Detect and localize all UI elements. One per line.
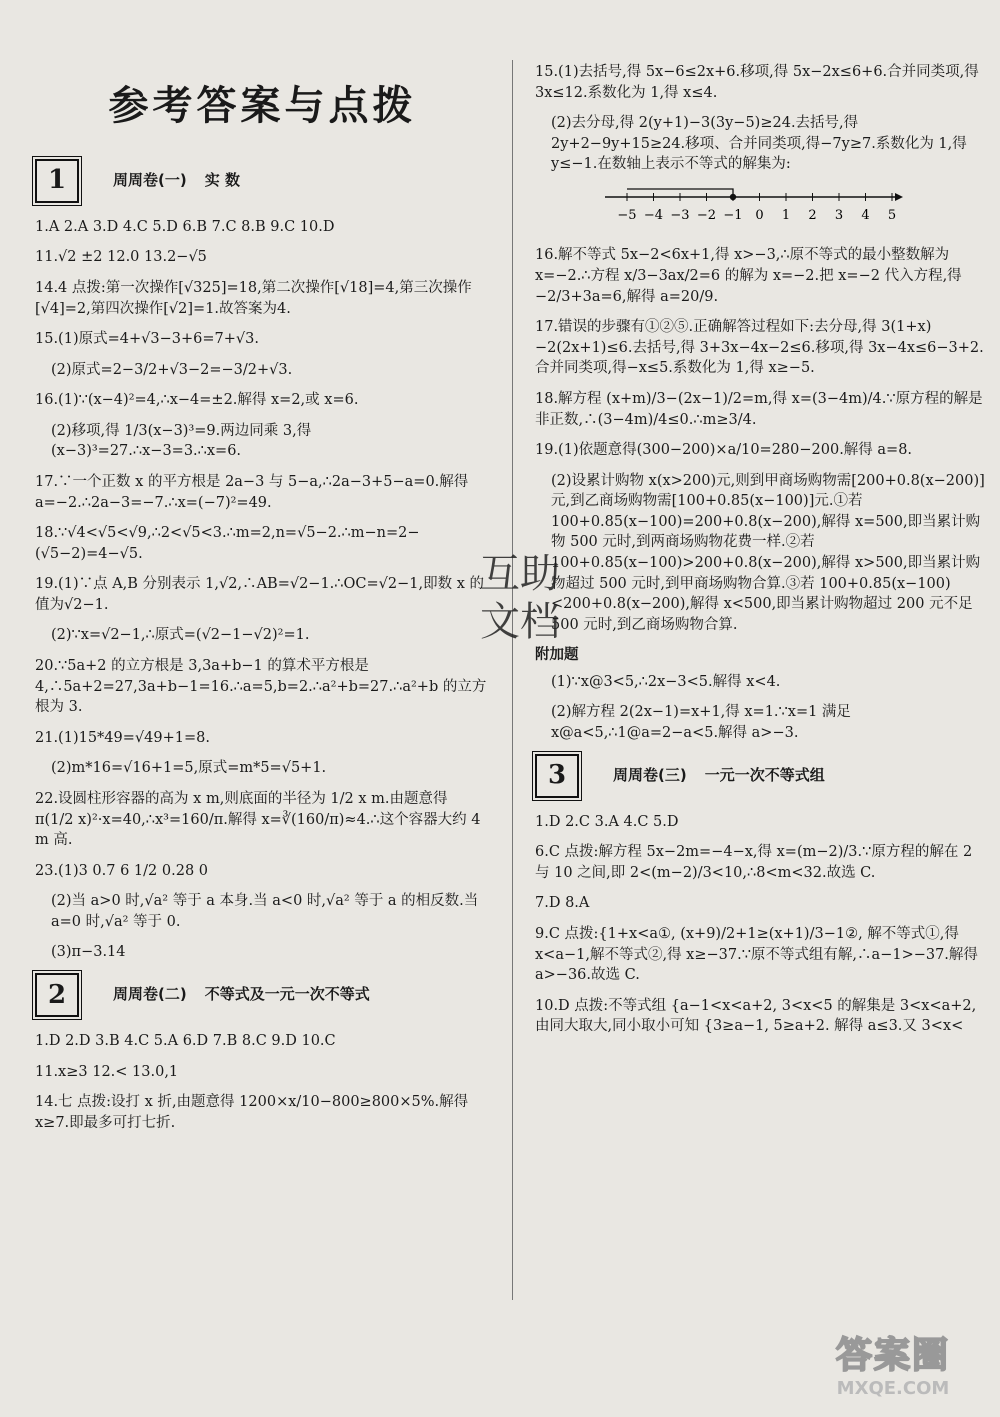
answer-line: 14.4 点拨:第一次操作[√325]=18,第二次操作[√18]=4,第三次操作[√4]=2,第四次操作[√2]=1.故答案为4. <box>35 279 472 317</box>
number-line-label: −3 <box>670 207 690 223</box>
addon-title: 附加题 <box>535 647 579 664</box>
answer-line: 7.D 8.A <box>535 895 590 912</box>
answer-line: 18.∵√4<√5<√9,∴2<√5<3.∴m=2,n=√5−2.∴m−n=2−(√5−2)=4−√5. <box>35 525 420 562</box>
section-1-answers <box>35 217 490 963</box>
number-line-label: −1 <box>723 207 743 223</box>
section-number-badge: 1 <box>35 159 79 203</box>
section-2-header <box>35 973 490 1017</box>
answer-line: (2)解方程 2(2x−1)=x+1,得 x=1.∵x=1 满足 x@a<5,∴1@a=2−a<5.解得 a>−3. <box>551 704 851 742</box>
answer-line: (2)设累计购物 x(x>200)元,则到甲商场购物需[200+0.8(x−200)]元,到乙商场购物需[100+0.85(x−100)]元.①若 100+0.85(x−100)=200+0.8(x−200),解得 x=500,即当累计购物 500 元时,到两商场购物花费一样.②若 100+0.85(x−100)>200+0.8(x−200),解得 x>500,即当累计购物超过 500 元时,到甲商场购物合算.③若 100+0.85(x−100)<200+0.8(x−200),解得 x<500,即当累计购物超过 200 元不足 500 元时,到乙商场购物合算. <box>551 472 985 633</box>
section-3-answers <box>535 812 990 1037</box>
number-line-label: 4 <box>861 207 870 223</box>
answer-line: (2)当 a>0 时,√a² 等于 a 本身.当 a<0 时,√a² 等于 a 的相反数.当 a=0 时,√a² 等于 0. <box>51 893 479 930</box>
answer-line: (2)m*16=√16+1=5,原式=m*5=√5+1. <box>51 760 327 777</box>
answer-line: 15.(1)原式=4+√3−3+6=7+√3. <box>35 331 259 348</box>
answer-line: 16.解不等式 5x−2<6x+1,得 x>−3,∴原不等式的最小整数解为 x=−2.∴方程 x/3−3ax/2=6 的解为 x=−2.把 x=−2 代入方程,得−2/3+3a=6,解得 a=20/9. <box>535 247 962 305</box>
number-line-label: 0 <box>755 207 764 223</box>
section-subtitle: 不等式及一元一次不等式 <box>204 985 370 1004</box>
answer-line: 1.A 2.A 3.D 4.C 5.D 6.B 7.C 8.B 9.C 10.D <box>35 218 335 235</box>
number-line-label: −4 <box>643 207 664 223</box>
answer-line: 11.x≥3 12.< 13.0,1 <box>35 1063 179 1080</box>
number-line <box>605 185 990 236</box>
answer-line: (2)去分母,得 2(y+1)−3(3y−5)≥24.去括号,得 2y+2−9y+15≥24.移项、合并同类项,得−7y≥7.系数化为 1,得 y≤−1.在数轴上表示不等式的解集为: <box>551 115 967 173</box>
column-divider <box>512 60 513 1300</box>
number-line-label: 1 <box>781 207 791 223</box>
page-title: 参考答案与点拨 <box>108 83 417 129</box>
section-subtitle: 实 数 <box>204 171 240 190</box>
section-subtitle: 一元一次不等式组 <box>704 765 825 784</box>
answer-line: 6.C 点拨:解方程 5x−2m=−4−x,得 x=(m−2)/3.∵原方程的解在 2 与 10 之间,即 2<(m−2)/3<10,∴8<m<32.故选 C. <box>535 844 973 881</box>
answer-line: 17.∵一个正数 x 的平方根是 2a−3 与 5−a,∴2a−3+5−a=0.解得 a=−2.∴2a−3=−7.∴x=(−7)²=49. <box>35 474 469 511</box>
section-3-header <box>535 754 990 798</box>
answer-line: 1.D 2.D 3.B 4.C 5.A 6.D 7.B 8.C 9.D 10.C <box>35 1032 336 1049</box>
section-title: 周周卷(三) <box>613 765 687 784</box>
section-title: 周周卷(一) <box>113 171 187 190</box>
answer-line: 22.设圆柱形容器的高为 x m,则底面的半径为 1/2 x m.由题意得 π(1/2 x)²·x=40,∴x³=160/π.解得 x=∛(160/π)≈4.∴这个容器大约 4 m 高. <box>35 790 481 849</box>
answer-line: 18.解方程 (x+m)/3−(2x−1)/2=m,得 x=(3−4m)/4.∵原方程的解是非正数,∴(3−4m)/4≤0.∴m≥3/4. <box>535 390 983 428</box>
answer-line: 19.(1)∵点 A,B 分别表示 1,√2,∴AB=√2−1.∴OC=√2−1,即数 x 的值为√2−1. <box>35 576 484 613</box>
section-2-answers <box>35 1031 490 1133</box>
answer-line: 1.D 2.C 3.A 4.C 5.D <box>535 813 679 830</box>
answer-line: (3)π−3.14 <box>51 944 126 961</box>
section-number-badge: 2 <box>35 973 79 1017</box>
answer-line: 20.∵5a+2 的立方根是 3,3a+b−1 的算术平方根是 4,∴5a+2=27,3a+b−1=16.∴a=5,b=2.∴a²+b=27.∴a²+b 的立方根为 3. <box>35 658 487 716</box>
left-column <box>35 60 490 1143</box>
section-number-badge: 3 <box>535 754 579 798</box>
logo-url: MXQE.COM <box>836 1378 950 1399</box>
answer-line: 10.D 点拨:不等式组 {a−1<x<a+2, 3<x<5 的解集是 3<x<a+2,由同大取大,同小取小可知 {3≥a−1, 5≥a+2. 解得 a≤3.又 3<x< <box>535 997 977 1035</box>
handwritten-watermark: 互助文档 <box>480 551 560 645</box>
answer-line: 21.(1)15*49=√49+1=8. <box>35 729 210 746</box>
site-logo <box>798 1327 988 1407</box>
section-1-header <box>35 159 490 203</box>
answer-line: 9.C 点拨:{1+x<a①, (x+9)/2+1≥(x+1)/3−1②, 解不等式①,得 x<a−1,解不等式②,得 x≥−37.∵原不等式组有解,∴a−1>−37.解得 a>−36.故选 C. <box>535 925 978 984</box>
answer-line: 23.(1)3 0.7 6 1/2 0.28 0 <box>35 862 209 879</box>
answer-line: 11.√2 ±2 12.0 13.2−√5 <box>35 249 207 266</box>
number-line-label: −5 <box>617 207 637 223</box>
number-line-diagram <box>605 185 905 229</box>
answer-line: 15.(1)去括号,得 5x−6≤2x+6.移项,得 5x−2x≤6+6.合并同类项,得 3x≤12.系数化为 1,得 x≤4. <box>535 64 979 101</box>
section-title: 周周卷(二) <box>113 985 187 1004</box>
number-line-label: −2 <box>696 207 717 223</box>
number-line-label: 5 <box>887 207 897 223</box>
right-column <box>535 60 990 1047</box>
answer-line: (2)∵x=√2−1,∴原式=(√2−1−√2)²=1. <box>51 627 310 644</box>
answer-line: (2)原式=2−3/2+√3−2=−3/2+√3. <box>51 361 293 378</box>
answer-line: 14.七 点拨:设打 x 折,由题意得 1200×x/10−800≥800×5%.解得 x≥7.即最多可打七折. <box>35 1094 469 1131</box>
answer-line: (2)移项,得 1/3(x−3)³=9.两边同乘 3,得(x−3)³=27.∴x−3=3.∴x=6. <box>51 422 312 460</box>
answer-line: 19.(1)依题意得(300−200)×a/10=280−200.解得 a=8. <box>535 442 913 459</box>
answer-line: 16.(1)∵(x−4)²=4,∴x−4=±2.解得 x=2,或 x=6. <box>35 392 359 409</box>
number-line-label: 2 <box>808 207 817 223</box>
logo-text: 答案圈 <box>835 1335 950 1376</box>
answer-line: (1)∵x@3<5,∴2x−3<5.解得 x<4. <box>551 673 781 690</box>
answer-line: 17.错误的步骤有①②⑤.正确解答过程如下:去分母,得 3(1+x)−2(2x+1)≤6.去括号,得 3+3x−4x−2≤6.移项,得 3x−4x≤6−3+2.合并同类项,得−x≤5.系数化为 1,得 x≥−5. <box>535 319 984 377</box>
number-line-label: 3 <box>834 207 844 223</box>
